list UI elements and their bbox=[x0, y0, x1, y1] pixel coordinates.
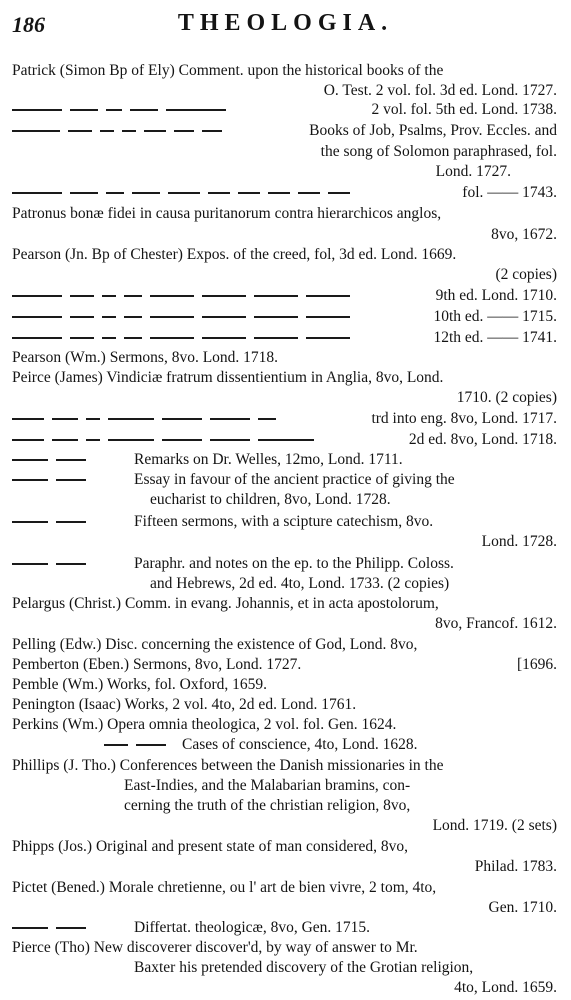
entry-line bbox=[0, 224, 571, 246]
entry-line bbox=[0, 553, 571, 575]
entry-text: Peirce (James) Vindiciæ fratrum dissentientium in Anglia, 8vo, Lond. bbox=[12, 369, 444, 386]
entry-text: fol. —— 1743. bbox=[462, 184, 557, 201]
entry-line bbox=[0, 897, 571, 919]
entry-text: 8vo, 1672. bbox=[491, 226, 557, 243]
entry-line bbox=[0, 734, 571, 756]
entry-text: Paraphr. and notes on the ep. to the Philipp. Coloss. bbox=[134, 555, 454, 572]
ditto-dash bbox=[12, 120, 230, 142]
entry-line bbox=[0, 99, 571, 121]
entry-line bbox=[0, 306, 571, 328]
entry-line bbox=[0, 60, 571, 82]
entry-line bbox=[0, 877, 571, 899]
entry-line bbox=[0, 161, 571, 183]
ditto-dash bbox=[12, 408, 284, 430]
ditto-dash bbox=[12, 99, 234, 121]
entry-text: Fifteen sermons, with a scipture catechism, 8vo. bbox=[134, 513, 434, 530]
entry-text: Patronus bonæ fidei in causa puritanorum contra hierarchicos anglos, bbox=[12, 205, 442, 222]
entry-text: Philad. 1783. bbox=[474, 858, 557, 875]
entry-text: Phipps (Jos.) Original and present state of man considered, 8vo, bbox=[12, 838, 409, 855]
entry-text: Lond. 1719. (2 sets) bbox=[432, 817, 557, 834]
entry-text: Pelling (Edw.) Disc. concerning the existence of God, Lond. 8vo, bbox=[12, 636, 418, 653]
entry-line bbox=[0, 634, 571, 656]
entry-line bbox=[0, 654, 571, 676]
entry-text: Cases of conscience, 4to, Lond. 1628. bbox=[182, 736, 418, 753]
entry-text: 2d ed. 8vo, Lond. 1718. bbox=[408, 431, 557, 448]
ditto-dash bbox=[12, 429, 322, 451]
ditto-dash bbox=[104, 734, 174, 756]
entry-text: Pierce (Tho) New discoverer discover'd, by way of answer to Mr. bbox=[12, 939, 418, 956]
entry-line bbox=[0, 957, 571, 979]
entry-line bbox=[0, 593, 571, 615]
entry-text: Lond. 1728. bbox=[481, 533, 557, 550]
entry-line bbox=[0, 856, 571, 878]
entry-text: Remarks on Dr. Welles, 12mo, Lond. 1711. bbox=[134, 451, 403, 468]
entry-text: cerning the truth of the christian religion, 8vo, bbox=[124, 797, 411, 814]
ditto-dash bbox=[12, 553, 94, 575]
entry-line bbox=[0, 244, 571, 266]
entry-text: Perkins (Wm.) Opera omnia theologica, 2 vol. fol. Gen. 1624. bbox=[12, 716, 397, 733]
entry-line bbox=[0, 573, 571, 595]
entry-line bbox=[0, 714, 571, 736]
entry-text: Pearson (Jn. Bp of Chester) Expos. of the creed, fol, 3d ed. Lond. 1669. bbox=[12, 246, 457, 263]
entry-text: East-Indies, and the Malabarian bramins, con- bbox=[124, 777, 411, 794]
entry-text: Pemble (Wm.) Works, fol. Oxford, 1659. bbox=[12, 676, 268, 693]
entry-text: Penington (Isaac) Works, 2 vol. 4to, 2d ed. Lond. 1761. bbox=[12, 696, 357, 713]
entry-text: Pictet (Bened.) Morale chretienne, ou l' art de bien vivre, 2 tom, 4to, bbox=[12, 879, 437, 896]
entry-text: Baxter his pretended discovery of the Grotian religion, bbox=[134, 959, 474, 976]
entry-line bbox=[0, 489, 571, 511]
entry-text: 2 vol. fol. 5th ed. Lond. 1738. bbox=[371, 101, 557, 118]
entry-line bbox=[0, 917, 571, 939]
entry-text: the song of Solomon paraphrased, fol. bbox=[320, 143, 557, 160]
entry-line bbox=[0, 120, 571, 142]
entry-text: Books of Job, Psalms, Prov. Eccles. and bbox=[309, 122, 557, 139]
entry-text: Pelargus (Christ.) Comm. in evang. Johannis, et in acta apostolorum, bbox=[12, 595, 439, 612]
entry-line bbox=[0, 327, 571, 349]
entry-line bbox=[0, 694, 571, 716]
entry-text: Patrick (Simon Bp of Ely) Comment. upon the historical books of the bbox=[12, 62, 444, 79]
entry-text: 9th ed. Lond. 1710. bbox=[435, 287, 557, 304]
entry-text: 8vo, Francof. 1612. bbox=[435, 615, 557, 632]
entry-text: Phillips (J. Tho.) Conferences between the Danish missionaries in the bbox=[12, 757, 444, 774]
entry-text: 10th ed. —— 1715. bbox=[433, 308, 557, 325]
entry-line bbox=[0, 387, 571, 409]
entry-line bbox=[0, 264, 571, 286]
ditto-dash bbox=[12, 917, 94, 939]
entry-line bbox=[0, 203, 571, 225]
ditto-dash bbox=[12, 327, 358, 349]
entry-text: (2 copies) bbox=[495, 266, 557, 283]
entry-text: Gen. 1710. bbox=[488, 899, 557, 916]
entry-line bbox=[0, 511, 571, 533]
entry-line bbox=[0, 937, 571, 959]
entry-line bbox=[0, 182, 571, 204]
entry-text: [1696. bbox=[516, 656, 557, 673]
ditto-dash bbox=[12, 306, 358, 328]
entry-text: Essay in favour of the ancient practice of giving the bbox=[134, 471, 455, 488]
page-number: 186 bbox=[12, 12, 45, 37]
running-head: THEOLOGIA. bbox=[177, 10, 394, 36]
entry-line bbox=[0, 141, 571, 163]
ditto-dash bbox=[12, 469, 94, 491]
entry-text: trd into eng. 8vo, Lond. 1717. bbox=[371, 410, 557, 427]
entry-line bbox=[0, 613, 571, 635]
entry-line bbox=[0, 795, 571, 817]
entry-text: O. Test. 2 vol. fol. 3d ed. Lond. 1727. bbox=[323, 82, 557, 99]
ditto-dash bbox=[12, 511, 94, 533]
entry-text: 4to, Lond. 1659. bbox=[454, 979, 557, 996]
entry-text: and Hebrews, 2d ed. 4to, Lond. 1733. (2 copies) bbox=[150, 575, 450, 592]
entry-line bbox=[0, 347, 571, 369]
entry-text: Lond. 1727. bbox=[435, 163, 511, 180]
entry-line bbox=[0, 449, 571, 471]
entry-text: eucharist to children, 8vo, Lond. 1728. bbox=[150, 491, 391, 508]
entry-line bbox=[0, 674, 571, 696]
entry-line bbox=[0, 977, 571, 999]
entry-line bbox=[0, 815, 571, 837]
entry-text: 1710. (2 copies) bbox=[456, 389, 557, 406]
entry-line bbox=[0, 775, 571, 797]
ditto-dash bbox=[12, 182, 358, 204]
ditto-dash bbox=[12, 285, 358, 307]
entry-line bbox=[0, 755, 571, 777]
entry-text: Pemberton (Eben.) Sermons, 8vo, Lond. 1727. bbox=[12, 656, 302, 673]
ditto-dash bbox=[12, 449, 94, 471]
entry-line bbox=[0, 429, 571, 451]
entry-text: Pearson (Wm.) Sermons, 8vo. Lond. 1718. bbox=[12, 349, 279, 366]
entry-line bbox=[0, 531, 571, 553]
entry-text: Differtat. theologicæ, 8vo, Gen. 1715. bbox=[134, 919, 371, 936]
entry-text: 12th ed. —— 1741. bbox=[433, 329, 557, 346]
entry-line bbox=[0, 408, 571, 430]
page-header bbox=[0, 8, 571, 44]
entry-line bbox=[0, 367, 571, 389]
entry-line bbox=[0, 285, 571, 307]
entry-line bbox=[0, 469, 571, 491]
entry-line bbox=[0, 836, 571, 858]
